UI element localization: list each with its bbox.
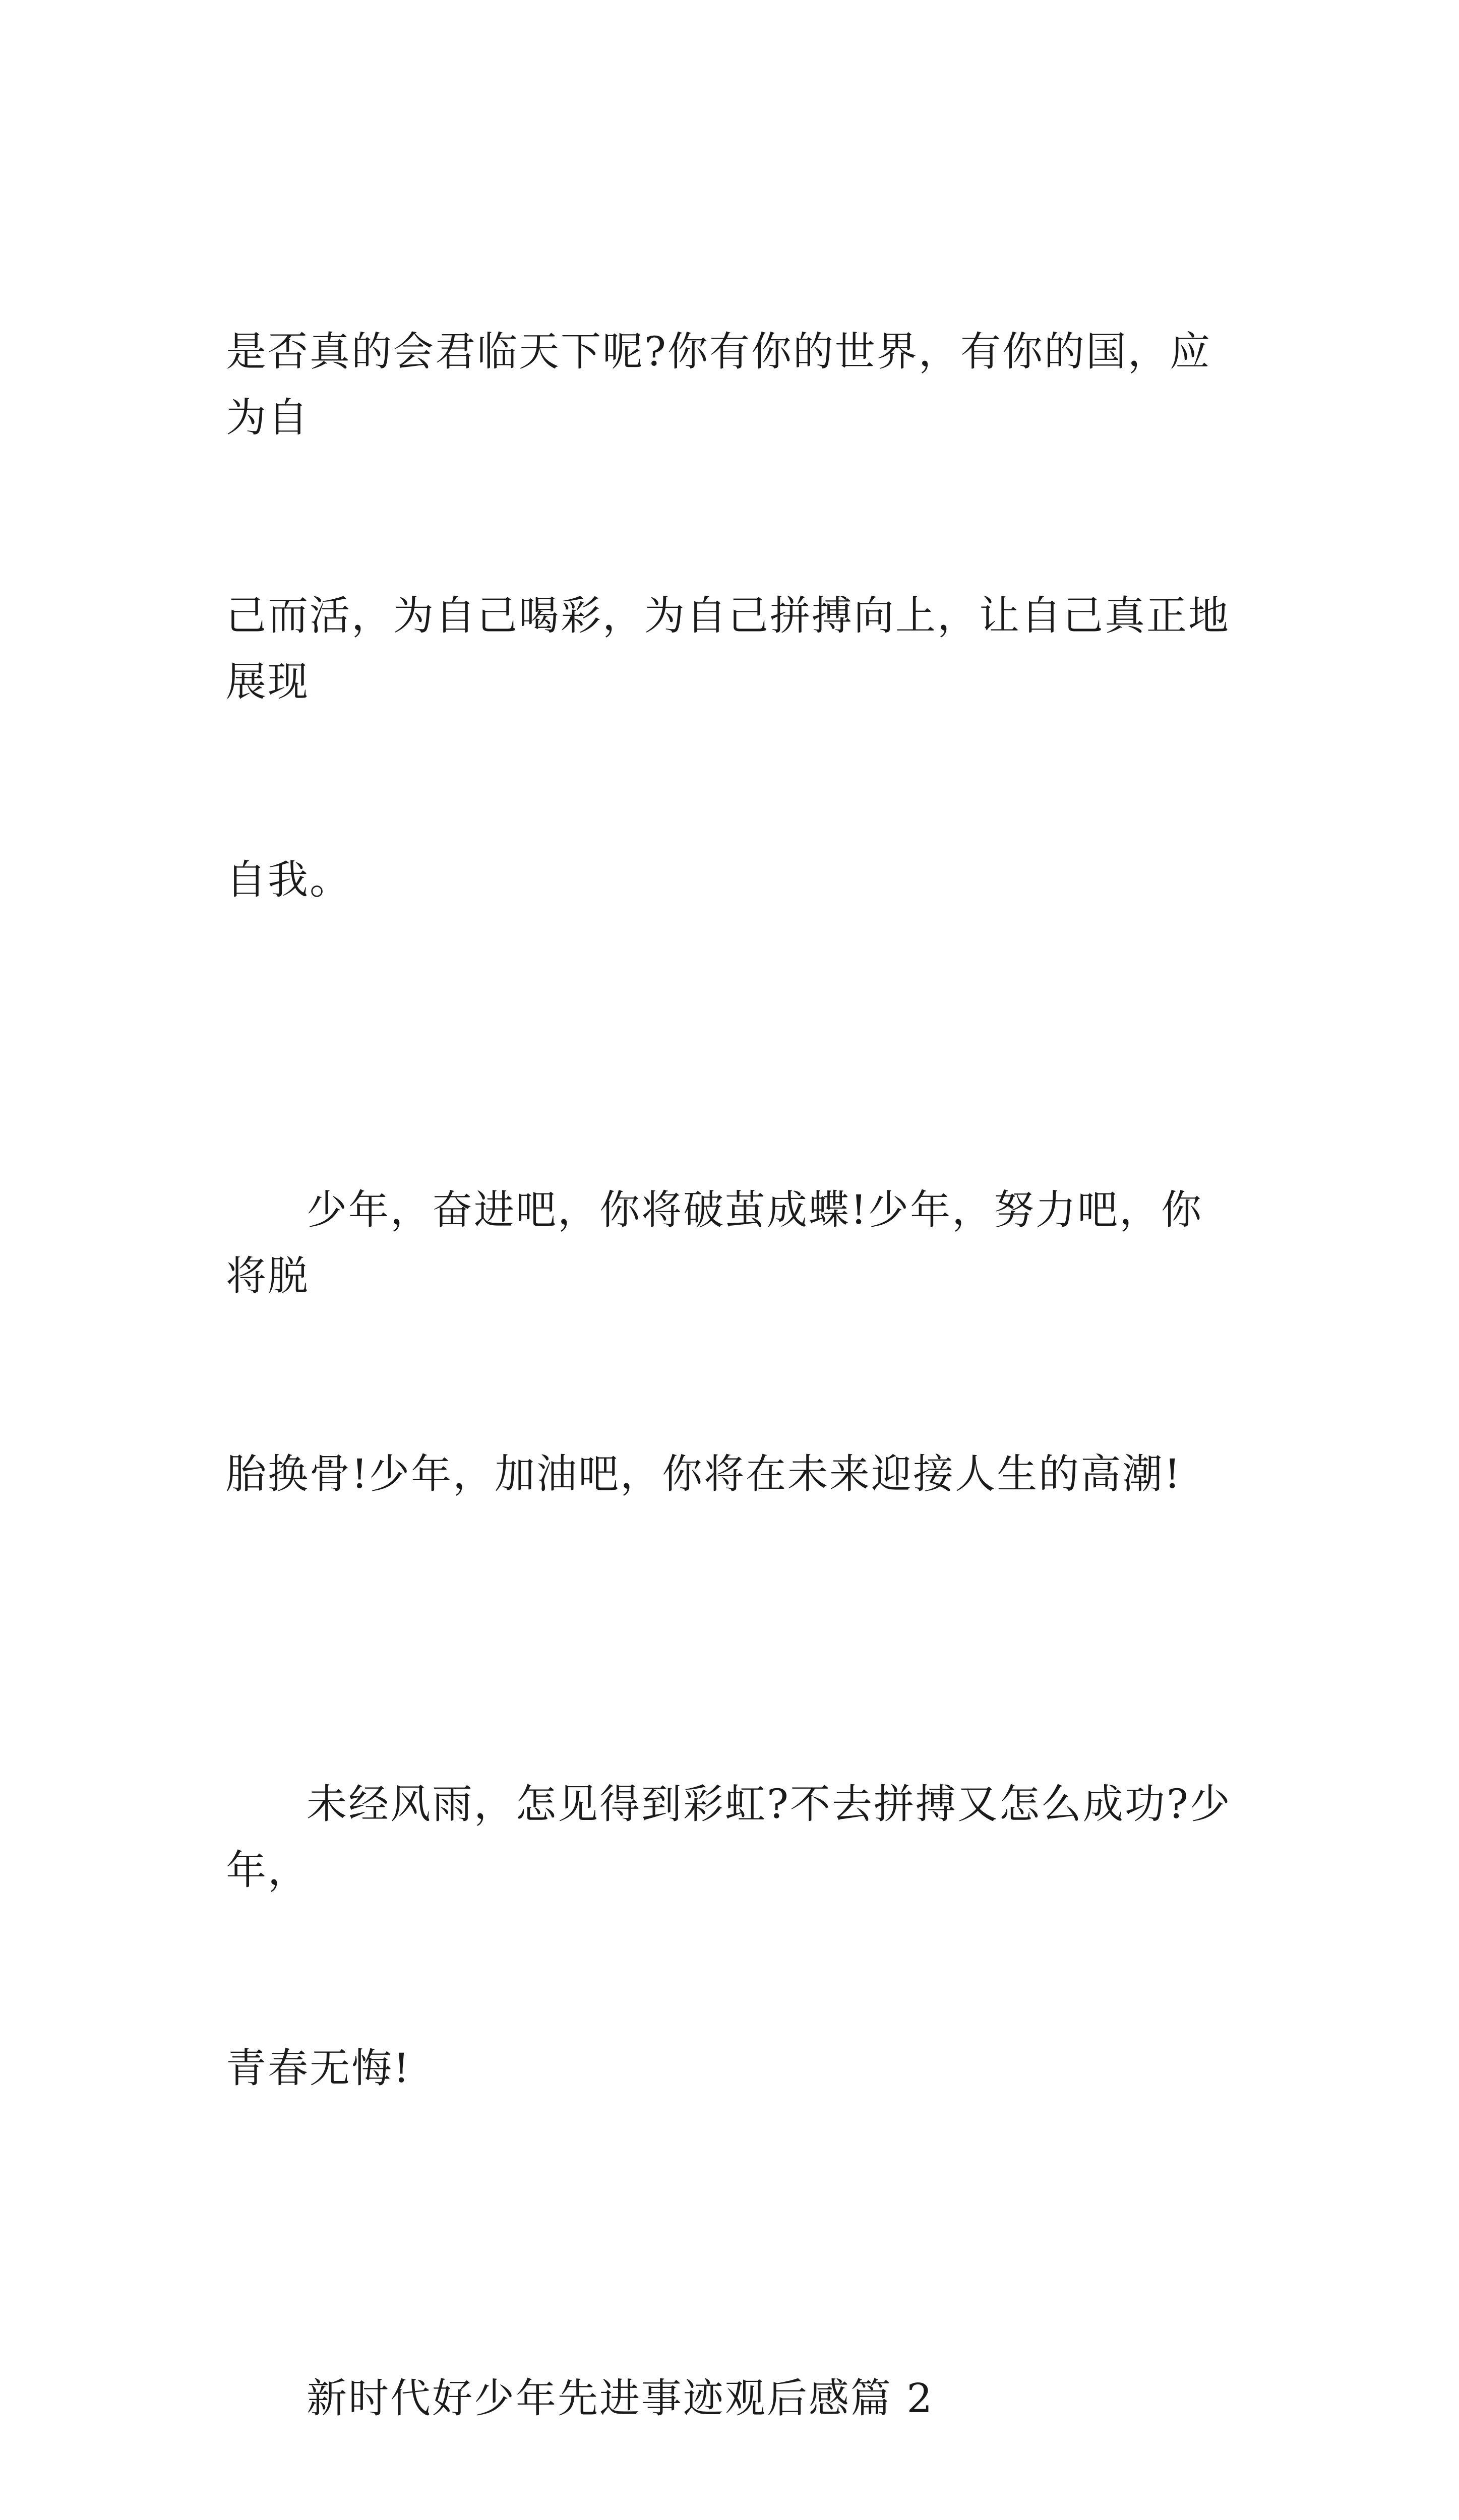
line: 自我。: [226, 856, 351, 903]
paragraph-3: [226, 1639, 1239, 2233]
paragraph-2: [226, 1045, 1239, 1639]
heading-line: 新时代好少年先进事迹观后感篇 2: [307, 2375, 934, 2422]
line: 是否真的会君临天下呢?你有你的世界，有你的国，应为自: [226, 328, 1211, 441]
paragraph-1: [226, 186, 1239, 1045]
document-body: [226, 186, 1239, 2520]
line: 少年，奋进吧，你将破茧成蝶!少年，努力吧，你将脱: [226, 1186, 1203, 1299]
line: 己而活，为自己喝彩，为自己拼搏向上，让自己真正地展现: [226, 592, 1230, 705]
section-heading: [226, 2233, 1239, 2520]
line: 胎换骨!少年，加油吧，你将在未来迎接人生的高潮!: [226, 1451, 1182, 1497]
line: 青春无悔!: [226, 2045, 411, 2092]
line: 未经风雨，怎见得到彩虹?不去拼搏又怎么成功?少年，: [226, 1781, 1232, 1894]
